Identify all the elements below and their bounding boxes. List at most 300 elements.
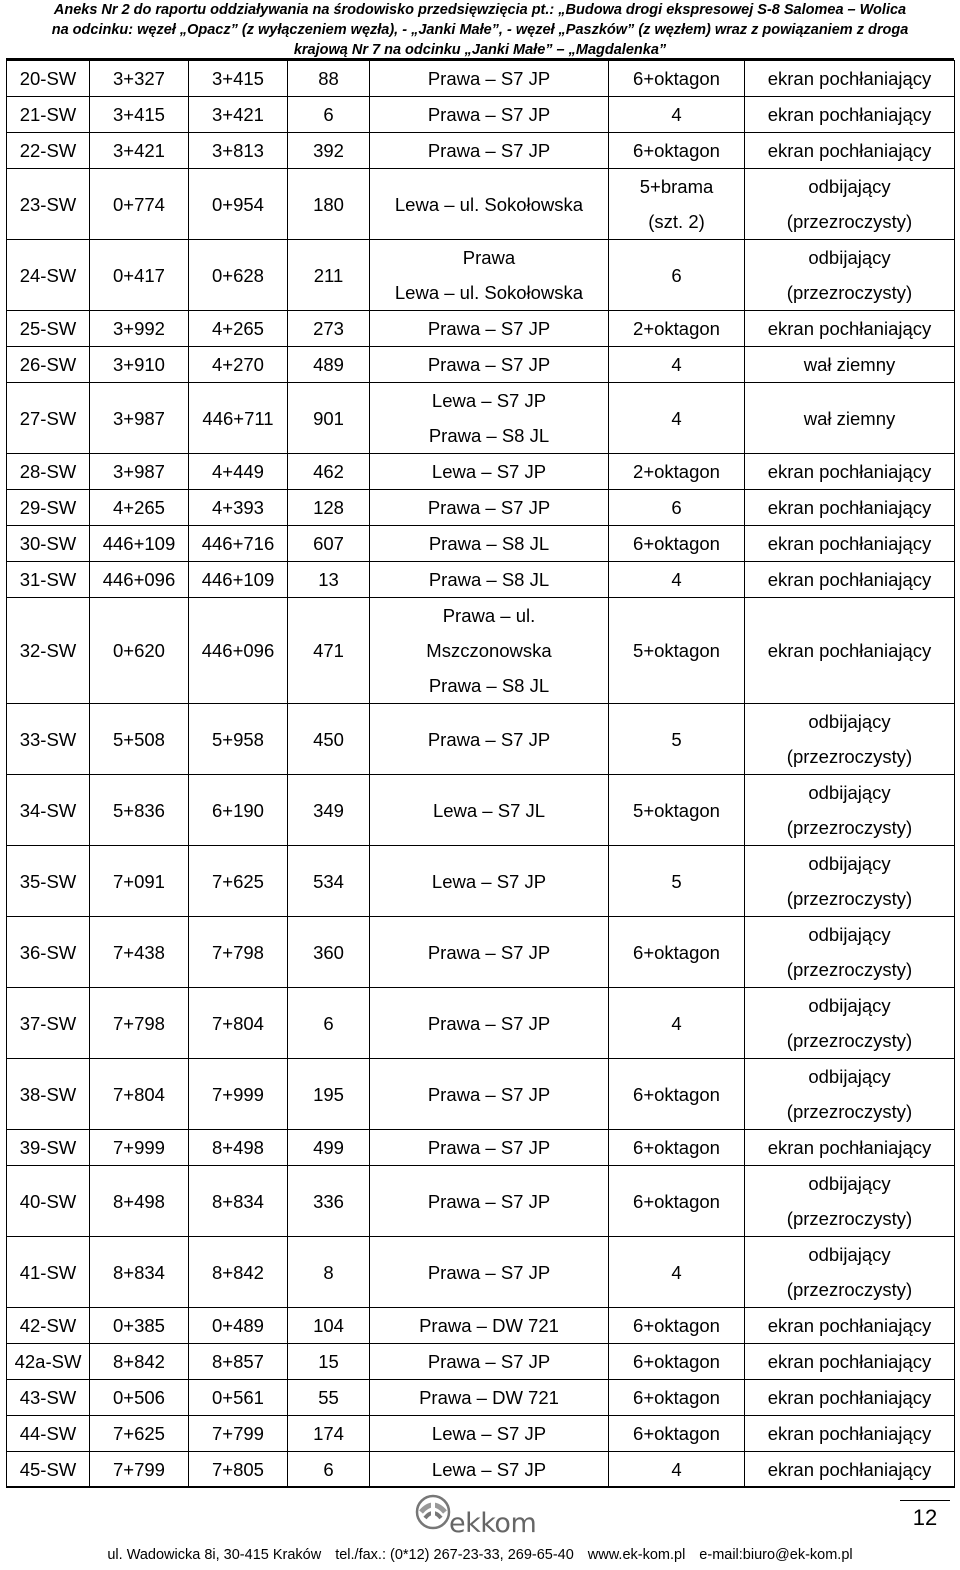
cell-to: 4+265 xyxy=(189,311,288,347)
cell-to: 8+834 xyxy=(189,1166,288,1237)
table-row xyxy=(7,97,955,133)
cell-length: 499 xyxy=(288,1130,370,1166)
cell-from: 3+327 xyxy=(90,61,189,97)
cell-id: 35-SW xyxy=(7,846,90,917)
cell-id: 29-SW xyxy=(7,490,90,526)
cell-height xyxy=(609,562,745,598)
cell-type xyxy=(745,61,955,97)
cell-height-line: 5 xyxy=(671,728,682,750)
cell-type xyxy=(745,846,955,917)
cell-id: 40-SW xyxy=(7,1166,90,1237)
cell-type-line: ekran pochłaniający xyxy=(767,1137,932,1158)
cell-height xyxy=(609,61,745,97)
cell-side-line: Lewa – ul. Sokołowska xyxy=(394,282,584,303)
cell-id: 32-SW xyxy=(7,598,90,704)
cell-from: 7+999 xyxy=(90,1130,189,1166)
cell-height-line: 4 xyxy=(671,104,682,125)
cell-side xyxy=(370,61,609,97)
cell-side-line: Prawa – S7 JP xyxy=(427,1190,551,1212)
document-header xyxy=(0,0,960,60)
cell-id: 24-SW xyxy=(7,240,90,311)
cell-type xyxy=(745,490,955,526)
website-link[interactable]: www.ek-kom.pl xyxy=(587,1547,686,1563)
table-row xyxy=(7,775,955,846)
cell-type xyxy=(745,988,955,1059)
cell-height-line: 4 xyxy=(671,407,682,429)
cell-side xyxy=(370,490,609,526)
table-row xyxy=(7,1452,955,1488)
cell-from: 446+096 xyxy=(90,562,189,598)
cell-type xyxy=(745,1344,955,1380)
cell-length: 349 xyxy=(288,775,370,846)
address: ul. Wadowicka 8i, 30-415 Kraków xyxy=(107,1547,322,1563)
cell-type xyxy=(745,1416,955,1452)
cell-type xyxy=(745,383,955,454)
cell-side xyxy=(370,454,609,490)
cell-height-line: 5+brama xyxy=(639,176,714,197)
cell-type xyxy=(745,598,955,704)
noise-barrier-table xyxy=(6,60,955,1488)
cell-type-line: ekran pochłaniający xyxy=(767,1423,932,1444)
cell-type-line: wał ziemny xyxy=(803,354,896,375)
cell-type xyxy=(745,311,955,347)
cell-type-line: ekran pochłaniający xyxy=(767,318,932,339)
table-row xyxy=(7,704,955,775)
cell-side xyxy=(370,526,609,562)
cell-to: 8+498 xyxy=(189,1130,288,1166)
cell-side-line: Prawa – ul. xyxy=(442,605,536,626)
cell-height-line: 4 xyxy=(671,1261,682,1283)
cell-height-line: 6+oktagon xyxy=(633,1190,720,1212)
cell-side-line: Prawa – S7 JP xyxy=(427,104,551,125)
cell-id: 37-SW xyxy=(7,988,90,1059)
cell-side xyxy=(370,97,609,133)
cell-length: 450 xyxy=(288,704,370,775)
cell-to: 8+842 xyxy=(189,1237,288,1308)
cell-to: 0+489 xyxy=(189,1308,288,1344)
cell-side xyxy=(370,917,609,988)
cell-type-line: (przezroczysty) xyxy=(786,211,913,232)
cell-type-line: ekran pochłaniający xyxy=(767,1351,932,1372)
cell-height xyxy=(609,169,745,240)
cell-id: 45-SW xyxy=(7,1452,90,1488)
cell-to: 446+096 xyxy=(189,598,288,704)
cell-side-line: Prawa xyxy=(462,247,516,268)
cell-length: 6 xyxy=(288,1452,370,1488)
cell-side xyxy=(370,240,609,311)
cell-length: 360 xyxy=(288,917,370,988)
cell-id: 25-SW xyxy=(7,311,90,347)
cell-side xyxy=(370,133,609,169)
header-line-1: Aneks Nr 2 do raportu oddziaływania na środowisko przedsięwzięcia pt.: „Budowa drogi ekspresowej S-8 Salomea – Wolica xyxy=(53,2,907,18)
table-row xyxy=(7,311,955,347)
cell-type xyxy=(745,169,955,240)
table-row xyxy=(7,240,955,311)
cell-type-line: (przezroczysty) xyxy=(786,282,913,303)
cell-to: 6+190 xyxy=(189,775,288,846)
cell-from: 7+798 xyxy=(90,988,189,1059)
cell-type-line: (przezroczysty) xyxy=(786,1030,913,1051)
cell-length: 273 xyxy=(288,311,370,347)
cell-length: 471 xyxy=(288,598,370,704)
cell-from: 0+620 xyxy=(90,598,189,704)
cell-from: 0+506 xyxy=(90,1380,189,1416)
cell-from: 7+091 xyxy=(90,846,189,917)
cell-side xyxy=(370,1452,609,1488)
cell-height xyxy=(609,490,745,526)
cell-id: 27-SW xyxy=(7,383,90,454)
cell-type-line: wał ziemny xyxy=(803,407,896,429)
cell-side xyxy=(370,775,609,846)
cell-length: 6 xyxy=(288,988,370,1059)
cell-type xyxy=(745,1237,955,1308)
cell-length: 55 xyxy=(288,1380,370,1416)
cell-height-line: 6 xyxy=(671,264,682,286)
cell-side xyxy=(370,1308,609,1344)
cell-side-line: Prawa – DW 721 xyxy=(419,1315,559,1336)
cell-type-line: ekran pochłaniający xyxy=(767,461,932,482)
cell-height-line: 5+oktagon xyxy=(633,640,720,661)
cell-from: 3+421 xyxy=(90,133,189,169)
cell-height xyxy=(609,775,745,846)
cell-length: 128 xyxy=(288,490,370,526)
cell-side xyxy=(370,1059,609,1130)
cell-id: 30-SW xyxy=(7,526,90,562)
cell-to: 0+954 xyxy=(189,169,288,240)
cell-to: 7+798 xyxy=(189,917,288,988)
cell-side-line: Prawa – S8 JL xyxy=(428,675,550,696)
cell-from: 0+774 xyxy=(90,169,189,240)
cell-length: 534 xyxy=(288,846,370,917)
cell-height-line: 6+oktagon xyxy=(633,1315,720,1336)
cell-height-line: 5+oktagon xyxy=(633,799,720,821)
cell-length: 462 xyxy=(288,454,370,490)
cell-side xyxy=(370,1344,609,1380)
cell-height xyxy=(609,454,745,490)
cell-from: 5+508 xyxy=(90,704,189,775)
cell-to: 3+813 xyxy=(189,133,288,169)
table-row xyxy=(7,526,955,562)
header-line-2: na odcinku: węzeł „Opacz” (z wyłączeniem węzła), - „Janki Małe”, - węzeł „Paszków” (z węzłem) wraz z powiązaniem z droga xyxy=(51,22,909,38)
footer-divider xyxy=(6,1486,954,1487)
cell-height-line: 6+oktagon xyxy=(633,1351,720,1372)
cell-to: 4+270 xyxy=(189,347,288,383)
cell-from: 3+987 xyxy=(90,383,189,454)
cell-height xyxy=(609,133,745,169)
cell-to: 446+716 xyxy=(189,526,288,562)
cell-length: 392 xyxy=(288,133,370,169)
cell-from: 0+417 xyxy=(90,240,189,311)
table-row xyxy=(7,988,955,1059)
cell-to: 7+625 xyxy=(189,846,288,917)
cell-to: 7+805 xyxy=(189,1452,288,1488)
cell-height xyxy=(609,598,745,704)
cell-id: 41-SW xyxy=(7,1237,90,1308)
cell-height xyxy=(609,1416,745,1452)
cell-side-line: Prawa – S7 JP xyxy=(427,354,551,375)
cell-id: 38-SW xyxy=(7,1059,90,1130)
table-row xyxy=(7,1380,955,1416)
cell-length: 336 xyxy=(288,1166,370,1237)
cell-type xyxy=(745,1380,955,1416)
cell-from: 8+842 xyxy=(90,1344,189,1380)
cell-type-line: ekran pochłaniający xyxy=(767,497,932,518)
cell-from: 8+834 xyxy=(90,1237,189,1308)
cell-id: 21-SW xyxy=(7,97,90,133)
cell-type-line: (przezroczysty) xyxy=(786,1101,913,1122)
cell-length: 15 xyxy=(288,1344,370,1380)
cell-id: 34-SW xyxy=(7,775,90,846)
cell-from: 3+992 xyxy=(90,311,189,347)
cell-id: 20-SW xyxy=(7,61,90,97)
cell-length: 13 xyxy=(288,562,370,598)
cell-type xyxy=(745,347,955,383)
cell-type-line: odbijający xyxy=(808,176,891,197)
cell-height xyxy=(609,846,745,917)
cell-side-line: Prawa – S7 JP xyxy=(427,1351,551,1372)
cell-type xyxy=(745,1059,955,1130)
cell-type-line: odbijający xyxy=(808,924,891,945)
cell-side-line: Lewa – S7 JP xyxy=(431,461,547,482)
cell-type-line: ekran pochłaniający xyxy=(767,104,932,125)
cell-height xyxy=(609,1166,745,1237)
cell-side-line: Prawa – S7 JP xyxy=(427,497,551,518)
cell-length: 88 xyxy=(288,61,370,97)
cell-height-line: 6+oktagon xyxy=(633,533,720,554)
cell-type-line: ekran pochłaniający xyxy=(767,533,932,554)
cell-height-line: 6+oktagon xyxy=(633,1423,720,1444)
cell-to: 3+415 xyxy=(189,61,288,97)
table-row xyxy=(7,917,955,988)
cell-from: 3+987 xyxy=(90,454,189,490)
cell-from: 7+625 xyxy=(90,1416,189,1452)
phone: tel./fax.: (0*12) 267-23-33, 269-65-40 xyxy=(335,1547,574,1563)
cell-side-line: Lewa – S7 JP xyxy=(431,390,547,411)
cell-side-line: Prawa – S7 JP xyxy=(427,1012,551,1034)
cell-id: 26-SW xyxy=(7,347,90,383)
cell-from: 5+836 xyxy=(90,775,189,846)
cell-side xyxy=(370,1380,609,1416)
cell-height xyxy=(609,1059,745,1130)
table-row xyxy=(7,1059,955,1130)
cell-side xyxy=(370,1416,609,1452)
cell-height xyxy=(609,311,745,347)
cell-side-line: Mszczonowska xyxy=(426,640,552,661)
cell-length: 174 xyxy=(288,1416,370,1452)
cell-side xyxy=(370,1166,609,1237)
cell-type xyxy=(745,240,955,311)
cell-id: 23-SW xyxy=(7,169,90,240)
cell-type-line: ekran pochłaniający xyxy=(767,640,932,661)
table-row xyxy=(7,1130,955,1166)
cell-side-line: Prawa – S7 JP xyxy=(427,728,551,750)
cell-to: 8+857 xyxy=(189,1344,288,1380)
cell-height-line: 6+oktagon xyxy=(633,1387,720,1408)
cell-id: 31-SW xyxy=(7,562,90,598)
table-row xyxy=(7,454,955,490)
cell-height-line: 6+oktagon xyxy=(633,1137,720,1158)
cell-height-line: 6+oktagon xyxy=(633,1083,720,1105)
table-row xyxy=(7,169,955,240)
cell-from: 8+498 xyxy=(90,1166,189,1237)
cell-id: 36-SW xyxy=(7,917,90,988)
cell-height xyxy=(609,704,745,775)
cell-type xyxy=(745,1130,955,1166)
cell-side xyxy=(370,562,609,598)
table-row xyxy=(7,490,955,526)
cell-height xyxy=(609,1452,745,1488)
cell-side xyxy=(370,1130,609,1166)
cell-height xyxy=(609,97,745,133)
cell-type-line: (przezroczysty) xyxy=(786,817,913,838)
cell-type-line: odbijający xyxy=(808,782,891,803)
cell-height-line: 6 xyxy=(671,497,682,518)
cell-type xyxy=(745,1308,955,1344)
cell-side-line: Prawa – S7 JP xyxy=(427,1083,551,1105)
table-row xyxy=(7,1416,955,1452)
cell-side-line: Prawa – S8 JL xyxy=(428,425,550,446)
table-body xyxy=(7,61,955,1488)
table-row xyxy=(7,347,955,383)
cell-side-line: Prawa – S8 JL xyxy=(428,569,550,590)
table-row xyxy=(7,562,955,598)
cell-height-line: 4 xyxy=(671,1459,682,1480)
cell-from: 4+265 xyxy=(90,490,189,526)
cell-height xyxy=(609,1344,745,1380)
cell-type-line: ekran pochłaniający xyxy=(767,140,932,161)
cell-type-line: odbijający xyxy=(808,711,891,732)
table-row xyxy=(7,133,955,169)
cell-height-line: 6+oktagon xyxy=(633,68,720,89)
header-line-3: krajową Nr 7 na odcinku „Janki Małe” – „Magdalenka” xyxy=(293,42,667,58)
cell-from: 7+799 xyxy=(90,1452,189,1488)
cell-type xyxy=(745,454,955,490)
cell-side xyxy=(370,347,609,383)
cell-type-line: odbijający xyxy=(808,1066,891,1087)
cell-to: 446+109 xyxy=(189,562,288,598)
cell-side-line: Prawa – S7 JP xyxy=(427,68,551,89)
cell-length: 211 xyxy=(288,240,370,311)
cell-to: 0+628 xyxy=(189,240,288,311)
cell-length: 607 xyxy=(288,526,370,562)
cell-type-line: ekran pochłaniający xyxy=(767,1459,932,1480)
cell-height-line: 4 xyxy=(671,1012,682,1034)
cell-side-line: Prawa – S8 JL xyxy=(428,533,550,554)
cell-from: 3+910 xyxy=(90,347,189,383)
cell-type xyxy=(745,1166,955,1237)
table-row xyxy=(7,1344,955,1380)
cell-type-line: odbijający xyxy=(808,853,891,874)
cell-side xyxy=(370,383,609,454)
cell-length: 180 xyxy=(288,169,370,240)
cell-length: 8 xyxy=(288,1237,370,1308)
cell-side-line: Prawa – S7 JP xyxy=(427,941,551,963)
cell-length: 6 xyxy=(288,97,370,133)
cell-length: 104 xyxy=(288,1308,370,1344)
cell-to: 7+804 xyxy=(189,988,288,1059)
cell-type xyxy=(745,97,955,133)
cell-type-line: odbijający xyxy=(808,247,891,268)
cell-side xyxy=(370,846,609,917)
cell-to: 4+393 xyxy=(189,490,288,526)
cell-type-line: odbijający xyxy=(808,1173,891,1194)
cell-to: 7+999 xyxy=(189,1059,288,1130)
cell-from: 446+109 xyxy=(90,526,189,562)
cell-height xyxy=(609,347,745,383)
cell-type xyxy=(745,704,955,775)
cell-side xyxy=(370,1237,609,1308)
cell-side-line: Prawa – S7 JP xyxy=(427,1261,551,1283)
cell-type-line: (przezroczysty) xyxy=(786,888,913,909)
cell-id: 42a-SW xyxy=(7,1344,90,1380)
cell-side-line: Prawa – S7 JP xyxy=(427,140,551,161)
cell-type-line: (przezroczysty) xyxy=(786,959,913,980)
email-link[interactable]: e-mail:biuro@ek-kom.pl xyxy=(699,1547,853,1563)
cell-type-line: ekran pochłaniający xyxy=(767,1315,932,1336)
cell-id: 43-SW xyxy=(7,1380,90,1416)
cell-side xyxy=(370,704,609,775)
cell-type xyxy=(745,526,955,562)
cell-height xyxy=(609,240,745,311)
cell-to: 5+958 xyxy=(189,704,288,775)
cell-type-line: ekran pochłaniający xyxy=(767,569,932,590)
cell-side-line: Lewa – S7 JP xyxy=(431,1459,547,1480)
company-logo xyxy=(415,1494,555,1542)
cell-side-line: Prawa – S7 JP xyxy=(427,318,551,339)
cell-side-line: Lewa – S7 JP xyxy=(431,870,547,892)
cell-height xyxy=(609,526,745,562)
table-row xyxy=(7,61,955,97)
cell-to: 7+799 xyxy=(189,1416,288,1452)
cell-id: 44-SW xyxy=(7,1416,90,1452)
table-row xyxy=(7,846,955,917)
cell-to: 446+711 xyxy=(189,383,288,454)
cell-id: 39-SW xyxy=(7,1130,90,1166)
cell-id: 33-SW xyxy=(7,704,90,775)
cell-type-line: ekran pochłaniający xyxy=(767,1387,932,1408)
cell-id: 28-SW xyxy=(7,454,90,490)
cell-id: 22-SW xyxy=(7,133,90,169)
table-row xyxy=(7,1166,955,1237)
cell-side xyxy=(370,311,609,347)
cell-type xyxy=(745,133,955,169)
cell-height xyxy=(609,917,745,988)
cell-height-line: 6+oktagon xyxy=(633,140,720,161)
cell-to: 0+561 xyxy=(189,1380,288,1416)
cell-height-line: 6+oktagon xyxy=(633,941,720,963)
cell-type-line: odbijający xyxy=(808,995,891,1016)
cell-side xyxy=(370,169,609,240)
cell-side-line: Lewa – ul. Sokołowska xyxy=(394,193,584,215)
cell-type-line: (przezroczysty) xyxy=(786,1208,913,1229)
cell-height-line: 2+oktagon xyxy=(633,461,720,482)
cell-height xyxy=(609,1130,745,1166)
cell-height-line: 4 xyxy=(671,354,682,375)
logo-text: ekkom xyxy=(449,1508,537,1539)
table-row xyxy=(7,1237,955,1308)
cell-side xyxy=(370,988,609,1059)
cell-from: 0+385 xyxy=(90,1308,189,1344)
cell-height-line: (szt. 2) xyxy=(648,211,705,232)
cell-height-line: 5 xyxy=(671,870,682,892)
cell-type xyxy=(745,1452,955,1488)
cell-side-line: Prawa – S7 JP xyxy=(427,1137,551,1158)
table-row xyxy=(7,383,955,454)
cell-type-line: ekran pochłaniający xyxy=(767,68,932,89)
cell-height xyxy=(609,1380,745,1416)
contact-info xyxy=(0,1547,960,1563)
cell-side xyxy=(370,598,609,704)
